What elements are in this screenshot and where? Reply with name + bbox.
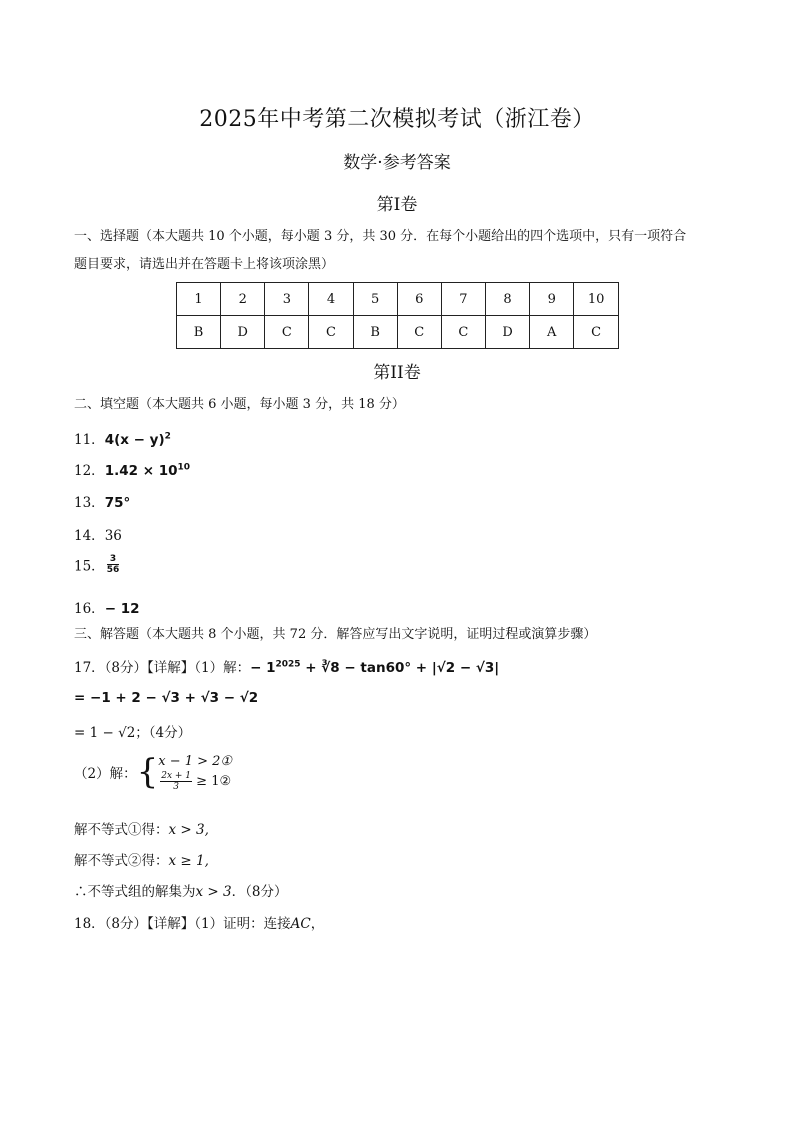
table-cell: 10	[574, 283, 619, 316]
conclusion-value: x > 3	[195, 884, 232, 900]
table-cell: A	[530, 316, 574, 349]
expression-rest: + ∛8 − tan60° + |√2 − √3|	[300, 660, 500, 676]
table-cell: 1	[177, 283, 221, 316]
question-number: 14．	[74, 528, 105, 544]
inequality-2	[158, 771, 232, 792]
fraction-numerator: 2x + 1	[161, 770, 192, 781]
q18-heading	[74, 912, 324, 932]
left-brace-icon: {	[136, 752, 159, 792]
answer-value: − 12	[104, 601, 140, 617]
section-3-instructions: 三、解答题（本大题共 8 个小题，共 72 分．解答应写出文字说明，证明过程或演算步骤）	[74, 627, 597, 642]
answer-q16	[74, 597, 140, 617]
table-cell: 5	[353, 283, 397, 316]
q18-heading-text: 18．（8分）【详解】（1）证明：连接	[74, 916, 291, 932]
answer-q15	[74, 554, 119, 575]
table-cell: 3	[265, 283, 309, 316]
page-subtitle: 数学·参考答案	[343, 153, 451, 173]
expression-term: − 1	[250, 660, 276, 676]
answer-table-answer-row	[177, 316, 619, 349]
table-cell: B	[353, 316, 397, 349]
table-cell: 9	[530, 283, 574, 316]
conclusion-label: ∴不等式组的解集为	[74, 884, 196, 900]
inequality-system	[158, 753, 232, 792]
question-number: 11．	[74, 432, 105, 448]
q17-part2-system	[74, 752, 232, 792]
question-number: 12．	[74, 463, 105, 479]
fraction-denominator: 56	[106, 565, 120, 575]
table-cell: 7	[441, 283, 485, 316]
table-cell: D	[485, 316, 529, 349]
answer-q13	[74, 491, 130, 511]
table-cell: 6	[397, 283, 441, 316]
q17-step-1: = −1 + 2 − √3 + √3 − √2	[74, 690, 259, 706]
inequality-2-fraction	[160, 771, 192, 792]
answer-q14	[74, 524, 122, 544]
question-number: 16．	[74, 601, 105, 617]
answer-value: 4(x − y)	[104, 432, 165, 448]
answer-fraction	[107, 554, 120, 575]
table-cell: 4	[309, 283, 353, 316]
answer-q11	[74, 428, 171, 448]
fraction-denominator: 3	[173, 781, 179, 792]
table-cell: B	[177, 316, 221, 349]
solution-label: 解不等式②得：	[74, 853, 169, 869]
table-cell: C	[574, 316, 619, 349]
page-title: 2025年中考第二次模拟考试（浙江卷）	[199, 107, 595, 132]
q17-heading: 17．（8分）【详解】（1）解：	[74, 660, 251, 676]
answer-exponent: 2	[164, 431, 171, 442]
table-cell: 2	[221, 283, 265, 316]
solution-value: x ≥ 1,	[168, 853, 209, 869]
answer-value: 1.42 × 10	[104, 463, 178, 479]
table-cell: D	[221, 316, 265, 349]
answer-q12	[74, 459, 190, 479]
q17-conclusion	[74, 880, 287, 900]
volume-1-heading: 第Ⅰ卷	[376, 195, 418, 215]
expression-exponent: 2025	[275, 659, 301, 670]
solution-label: 解不等式①得：	[74, 822, 169, 838]
table-cell: C	[309, 316, 353, 349]
question-number: 13．	[74, 495, 105, 511]
section-2-instructions: 二、填空题（本大题共 6 小题，每小题 3 分，共 18 分）	[74, 397, 405, 412]
answer-value: 36	[104, 528, 122, 544]
q17-part1-expression	[74, 656, 499, 676]
section-1-instructions-line1: 一、选择题（本大题共 10 个小题，每小题 3 分，共 30 分．在每个小题给出的四个选项中，只有一项符合	[74, 229, 687, 244]
conclusion-tail: ．（8分）	[231, 884, 288, 900]
fraction-numerator: 3	[107, 554, 120, 565]
volume-2-heading: 第II卷	[373, 363, 421, 383]
solution-value: x > 3,	[168, 822, 209, 838]
table-cell: C	[265, 316, 309, 349]
q18-segment: AC	[290, 916, 311, 932]
question-number: 15．	[74, 558, 105, 575]
table-cell: C	[397, 316, 441, 349]
inequality-1: x − 1 > 2①	[158, 753, 233, 769]
table-cell: C	[441, 316, 485, 349]
answer-table-number-row	[177, 283, 619, 316]
q17-part2-label: （2）解：	[74, 766, 137, 782]
q17-solution-2	[74, 849, 209, 869]
answer-table	[176, 282, 619, 349]
table-cell: 8	[485, 283, 529, 316]
q17-step-2: = 1 − √2；（4分）	[74, 725, 192, 741]
q17-solution-1	[74, 818, 209, 838]
answer-exponent: 10	[177, 462, 191, 473]
inequality-2-rest: ≥ 1②	[192, 773, 232, 789]
q18-tail: ，	[310, 916, 325, 932]
section-1-instructions-line2: 题目要求，请选出并在答题卡上将该项涂黑）	[74, 257, 335, 272]
answer-value: 75°	[104, 495, 131, 511]
